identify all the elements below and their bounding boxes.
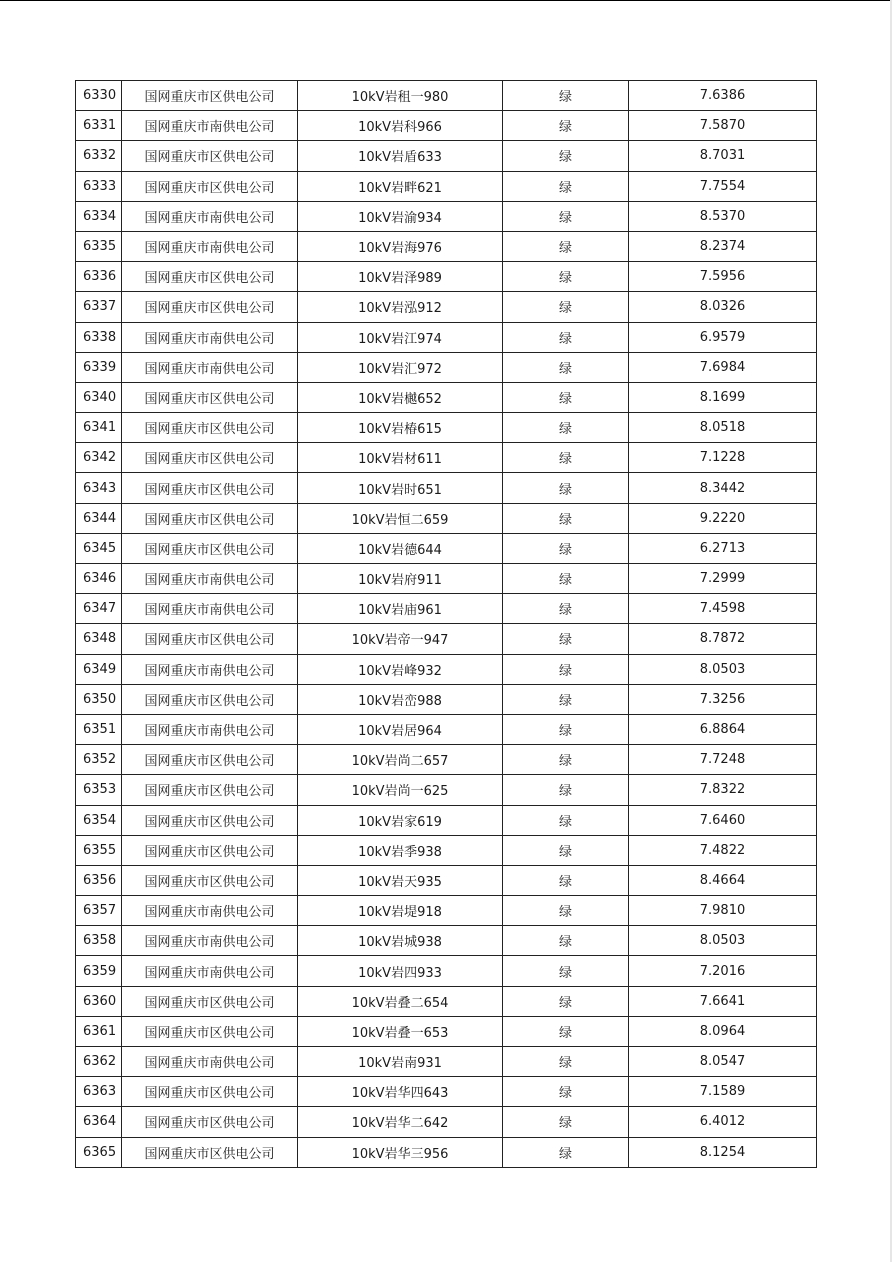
company-cell: 国网重庆市南供电公司	[122, 352, 298, 382]
value-cell: 8.7872	[629, 624, 817, 654]
value-cell: 6.4012	[629, 1107, 817, 1137]
table-row	[76, 775, 817, 805]
row-number-cell: 6353	[76, 775, 122, 805]
table-row	[76, 956, 817, 986]
value-cell: 8.4664	[629, 865, 817, 895]
line-name-cell: 10kV岩恒二659	[298, 503, 503, 533]
status-color-cell: 绿	[503, 986, 629, 1016]
table-row	[76, 926, 817, 956]
company-cell: 国网重庆市区供电公司	[122, 443, 298, 473]
table-row	[76, 684, 817, 714]
table-row	[76, 745, 817, 775]
line-name-cell: 10kV岩渝934	[298, 201, 503, 231]
line-name-cell: 10kV岩叠一653	[298, 1016, 503, 1046]
status-color-cell: 绿	[503, 382, 629, 412]
table-row	[76, 986, 817, 1016]
table-row	[76, 171, 817, 201]
status-color-cell: 绿	[503, 956, 629, 986]
line-name-cell: 10kV岩尚二657	[298, 745, 503, 775]
row-number-cell: 6347	[76, 594, 122, 624]
table-row	[76, 141, 817, 171]
company-cell: 国网重庆市区供电公司	[122, 1107, 298, 1137]
company-cell: 国网重庆市区供电公司	[122, 775, 298, 805]
company-cell: 国网重庆市区供电公司	[122, 262, 298, 292]
status-color-cell: 绿	[503, 654, 629, 684]
line-name-cell: 10kV岩天935	[298, 865, 503, 895]
company-cell: 国网重庆市南供电公司	[122, 322, 298, 352]
value-cell: 7.2016	[629, 956, 817, 986]
company-cell: 国网重庆市区供电公司	[122, 805, 298, 835]
row-number-cell: 6364	[76, 1107, 122, 1137]
table-row	[76, 503, 817, 533]
company-cell: 国网重庆市南供电公司	[122, 201, 298, 231]
value-cell: 8.1254	[629, 1137, 817, 1167]
company-cell: 国网重庆市南供电公司	[122, 594, 298, 624]
table-row	[76, 262, 817, 292]
line-name-cell: 10kV岩科966	[298, 111, 503, 141]
value-cell: 6.8864	[629, 714, 817, 744]
status-color-cell: 绿	[503, 413, 629, 443]
row-number-cell: 6333	[76, 171, 122, 201]
table-row	[76, 231, 817, 261]
table-row	[76, 865, 817, 895]
table-row	[76, 594, 817, 624]
line-name-cell: 10kV岩城938	[298, 926, 503, 956]
company-cell: 国网重庆市区供电公司	[122, 835, 298, 865]
line-name-cell: 10kV岩帝一947	[298, 624, 503, 654]
status-color-cell: 绿	[503, 201, 629, 231]
status-color-cell: 绿	[503, 926, 629, 956]
value-cell: 7.1589	[629, 1077, 817, 1107]
company-cell: 国网重庆市区供电公司	[122, 473, 298, 503]
company-cell: 国网重庆市区供电公司	[122, 81, 298, 111]
table-row	[76, 564, 817, 594]
company-cell: 国网重庆市区供电公司	[122, 292, 298, 322]
status-color-cell: 绿	[503, 775, 629, 805]
table-row	[76, 533, 817, 563]
row-number-cell: 6358	[76, 926, 122, 956]
status-color-cell: 绿	[503, 1077, 629, 1107]
value-cell: 7.5870	[629, 111, 817, 141]
value-cell: 8.0547	[629, 1047, 817, 1077]
table-row	[76, 322, 817, 352]
row-number-cell: 6342	[76, 443, 122, 473]
table-row	[76, 1077, 817, 1107]
line-name-cell: 10kV岩江974	[298, 322, 503, 352]
row-number-cell: 6330	[76, 81, 122, 111]
row-number-cell: 6348	[76, 624, 122, 654]
row-number-cell: 6350	[76, 684, 122, 714]
value-cell: 7.4598	[629, 594, 817, 624]
row-number-cell: 6337	[76, 292, 122, 322]
company-cell: 国网重庆市区供电公司	[122, 1137, 298, 1167]
row-number-cell: 6356	[76, 865, 122, 895]
row-number-cell: 6344	[76, 503, 122, 533]
line-name-cell: 10kV岩四933	[298, 956, 503, 986]
company-cell: 国网重庆市南供电公司	[122, 926, 298, 956]
value-cell: 7.6460	[629, 805, 817, 835]
line-name-cell: 10kV岩泽989	[298, 262, 503, 292]
line-name-cell: 10kV岩府911	[298, 564, 503, 594]
value-cell: 8.1699	[629, 382, 817, 412]
company-cell: 国网重庆市区供电公司	[122, 624, 298, 654]
status-color-cell: 绿	[503, 322, 629, 352]
company-cell: 国网重庆市南供电公司	[122, 714, 298, 744]
row-number-cell: 6361	[76, 1016, 122, 1046]
status-color-cell: 绿	[503, 473, 629, 503]
status-color-cell: 绿	[503, 805, 629, 835]
status-color-cell: 绿	[503, 1047, 629, 1077]
table-row	[76, 654, 817, 684]
line-name-cell: 10kV岩华二642	[298, 1107, 503, 1137]
table-row	[76, 805, 817, 835]
table-row	[76, 292, 817, 322]
table-row	[76, 81, 817, 111]
value-cell: 8.5370	[629, 201, 817, 231]
row-number-cell: 6332	[76, 141, 122, 171]
table-row	[76, 624, 817, 654]
company-cell: 国网重庆市区供电公司	[122, 1077, 298, 1107]
status-color-cell: 绿	[503, 564, 629, 594]
company-cell: 国网重庆市区供电公司	[122, 986, 298, 1016]
value-cell: 8.0503	[629, 926, 817, 956]
line-name-cell: 10kV岩南931	[298, 1047, 503, 1077]
table-row	[76, 111, 817, 141]
status-color-cell: 绿	[503, 231, 629, 261]
company-cell: 国网重庆市区供电公司	[122, 684, 298, 714]
table-row	[76, 443, 817, 473]
line-name-cell: 10kV岩叠二654	[298, 986, 503, 1016]
table-row	[76, 1016, 817, 1046]
value-cell: 8.2374	[629, 231, 817, 261]
status-color-cell: 绿	[503, 714, 629, 744]
table-row	[76, 201, 817, 231]
row-number-cell: 6341	[76, 413, 122, 443]
value-cell: 7.8322	[629, 775, 817, 805]
line-name-cell: 10kV岩汇972	[298, 352, 503, 382]
table-row	[76, 714, 817, 744]
value-cell: 8.0503	[629, 654, 817, 684]
row-number-cell: 6334	[76, 201, 122, 231]
row-number-cell: 6362	[76, 1047, 122, 1077]
row-number-cell: 6339	[76, 352, 122, 382]
row-number-cell: 6340	[76, 382, 122, 412]
table-row	[76, 382, 817, 412]
row-number-cell: 6357	[76, 896, 122, 926]
row-number-cell: 6336	[76, 262, 122, 292]
company-cell: 国网重庆市南供电公司	[122, 896, 298, 926]
status-color-cell: 绿	[503, 624, 629, 654]
line-name-cell: 10kV岩海976	[298, 231, 503, 261]
row-number-cell: 6360	[76, 986, 122, 1016]
table-row	[76, 1107, 817, 1137]
line-name-cell: 10kV岩盾633	[298, 141, 503, 171]
status-color-cell: 绿	[503, 1016, 629, 1046]
value-cell: 6.9579	[629, 322, 817, 352]
company-cell: 国网重庆市区供电公司	[122, 382, 298, 412]
value-cell: 7.2999	[629, 564, 817, 594]
line-name-cell: 10kV岩居964	[298, 714, 503, 744]
value-cell: 7.3256	[629, 684, 817, 714]
value-cell: 7.7248	[629, 745, 817, 775]
value-cell: 8.0518	[629, 413, 817, 443]
line-name-cell: 10kV岩樾652	[298, 382, 503, 412]
company-cell: 国网重庆市区供电公司	[122, 745, 298, 775]
status-color-cell: 绿	[503, 503, 629, 533]
page-top-border	[0, 0, 892, 1]
value-cell: 8.7031	[629, 141, 817, 171]
status-color-cell: 绿	[503, 81, 629, 111]
line-name-cell: 10kV岩材611	[298, 443, 503, 473]
data-table	[75, 80, 817, 1168]
value-cell: 7.5956	[629, 262, 817, 292]
row-number-cell: 6338	[76, 322, 122, 352]
value-cell: 7.1228	[629, 443, 817, 473]
row-number-cell: 6335	[76, 231, 122, 261]
table-row	[76, 473, 817, 503]
line-name-cell: 10kV岩峦988	[298, 684, 503, 714]
status-color-cell: 绿	[503, 835, 629, 865]
line-name-cell: 10kV岩家619	[298, 805, 503, 835]
line-name-cell: 10kV岩椿615	[298, 413, 503, 443]
status-color-cell: 绿	[503, 745, 629, 775]
row-number-cell: 6365	[76, 1137, 122, 1167]
company-cell: 国网重庆市南供电公司	[122, 111, 298, 141]
row-number-cell: 6345	[76, 533, 122, 563]
company-cell: 国网重庆市南供电公司	[122, 956, 298, 986]
table-row	[76, 835, 817, 865]
status-color-cell: 绿	[503, 111, 629, 141]
table-row	[76, 413, 817, 443]
row-number-cell: 6359	[76, 956, 122, 986]
status-color-cell: 绿	[503, 141, 629, 171]
company-cell: 国网重庆市区供电公司	[122, 413, 298, 443]
company-cell: 国网重庆市区供电公司	[122, 533, 298, 563]
table-row	[76, 352, 817, 382]
value-cell: 8.0326	[629, 292, 817, 322]
value-cell: 8.0964	[629, 1016, 817, 1046]
row-number-cell: 6354	[76, 805, 122, 835]
row-number-cell: 6355	[76, 835, 122, 865]
company-cell: 国网重庆市区供电公司	[122, 141, 298, 171]
value-cell: 7.4822	[629, 835, 817, 865]
line-name-cell: 10kV岩泓912	[298, 292, 503, 322]
line-name-cell: 10kV岩季938	[298, 835, 503, 865]
status-color-cell: 绿	[503, 443, 629, 473]
line-name-cell: 10kV岩尚一625	[298, 775, 503, 805]
status-color-cell: 绿	[503, 533, 629, 563]
line-name-cell: 10kV岩华四643	[298, 1077, 503, 1107]
row-number-cell: 6352	[76, 745, 122, 775]
company-cell: 国网重庆市南供电公司	[122, 231, 298, 261]
status-color-cell: 绿	[503, 1137, 629, 1167]
status-color-cell: 绿	[503, 865, 629, 895]
status-color-cell: 绿	[503, 594, 629, 624]
status-color-cell: 绿	[503, 171, 629, 201]
row-number-cell: 6346	[76, 564, 122, 594]
status-color-cell: 绿	[503, 896, 629, 926]
value-cell: 7.6984	[629, 352, 817, 382]
status-color-cell: 绿	[503, 262, 629, 292]
table-body	[76, 81, 817, 1168]
table-row	[76, 1137, 817, 1167]
company-cell: 国网重庆市南供电公司	[122, 564, 298, 594]
line-name-cell: 10kV岩庙961	[298, 594, 503, 624]
company-cell: 国网重庆市南供电公司	[122, 1047, 298, 1077]
table-row	[76, 896, 817, 926]
company-cell: 国网重庆市区供电公司	[122, 171, 298, 201]
line-name-cell: 10kV岩租一980	[298, 81, 503, 111]
line-name-cell: 10kV岩堤918	[298, 896, 503, 926]
status-color-cell: 绿	[503, 352, 629, 382]
status-color-cell: 绿	[503, 292, 629, 322]
value-cell: 7.6641	[629, 986, 817, 1016]
company-cell: 国网重庆市南供电公司	[122, 654, 298, 684]
line-name-cell: 10kV岩峰932	[298, 654, 503, 684]
company-cell: 国网重庆市区供电公司	[122, 865, 298, 895]
value-cell: 7.9810	[629, 896, 817, 926]
value-cell: 8.3442	[629, 473, 817, 503]
status-color-cell: 绿	[503, 684, 629, 714]
row-number-cell: 6351	[76, 714, 122, 744]
line-name-cell: 10kV岩时651	[298, 473, 503, 503]
row-number-cell: 6363	[76, 1077, 122, 1107]
status-color-cell: 绿	[503, 1107, 629, 1137]
value-cell: 6.2713	[629, 533, 817, 563]
value-cell: 9.2220	[629, 503, 817, 533]
table-row	[76, 1047, 817, 1077]
value-cell: 7.7554	[629, 171, 817, 201]
company-cell: 国网重庆市区供电公司	[122, 1016, 298, 1046]
line-name-cell: 10kV岩畔621	[298, 171, 503, 201]
value-cell: 7.6386	[629, 81, 817, 111]
row-number-cell: 6343	[76, 473, 122, 503]
row-number-cell: 6331	[76, 111, 122, 141]
line-name-cell: 10kV岩华三956	[298, 1137, 503, 1167]
row-number-cell: 6349	[76, 654, 122, 684]
line-name-cell: 10kV岩德644	[298, 533, 503, 563]
company-cell: 国网重庆市区供电公司	[122, 503, 298, 533]
